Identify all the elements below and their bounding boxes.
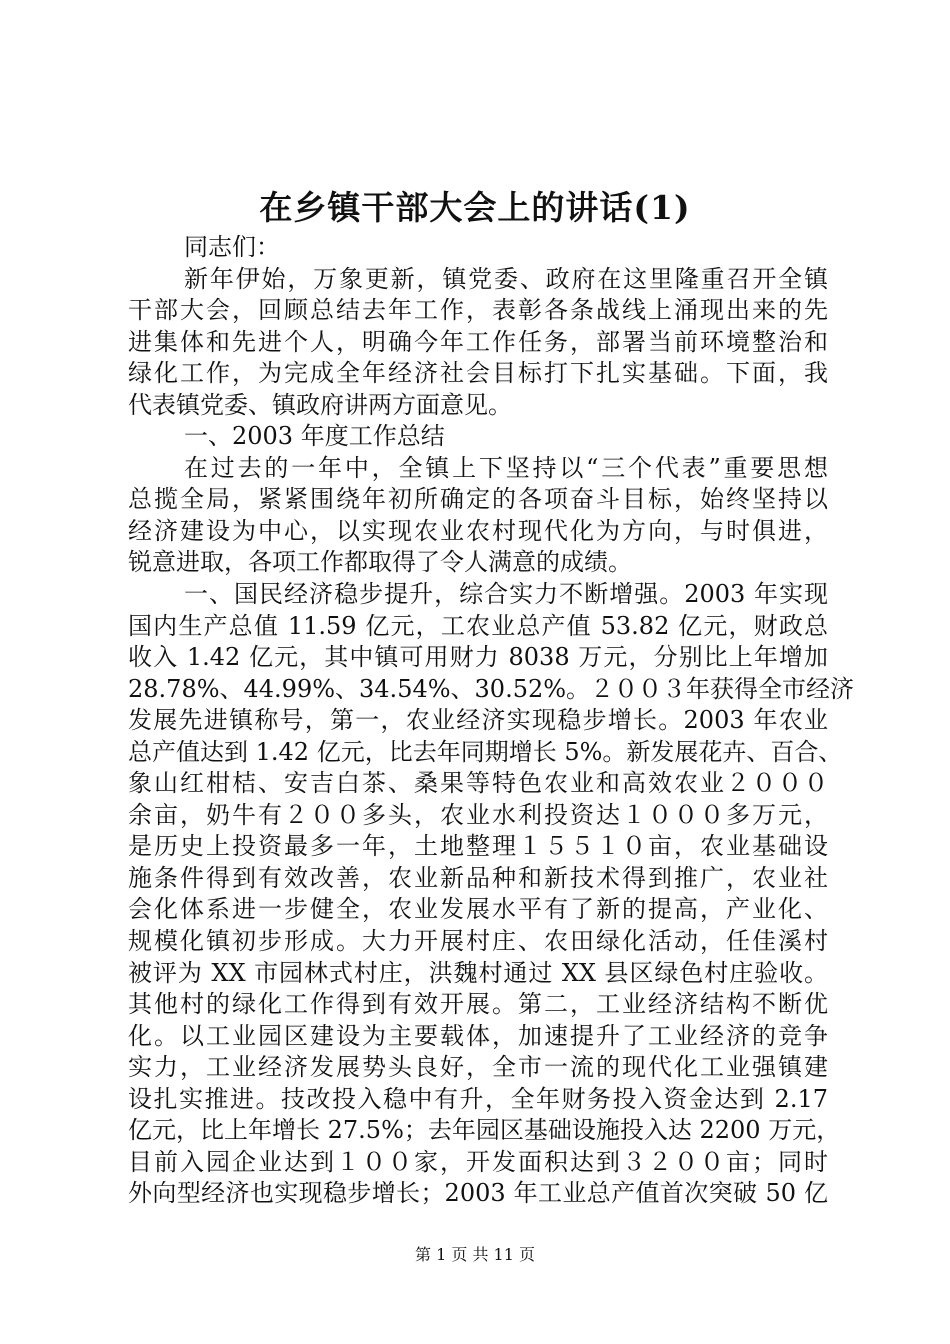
body-line: 是历史上投资最多一年，土地整理１５５１０亩，农业基础设 — [128, 832, 828, 861]
body-line: 总产值达到 1.42 亿元，比去年同期增长 5%。新发展花卉、百合、 — [128, 737, 843, 766]
body-line: 目前入园企业达到１００家，开发面积达到３２００亩；同时 — [128, 1147, 828, 1176]
body-line: 被评为 XX 市园林式村庄，洪魏村通过 XX 县区绿色村庄验收。 — [128, 958, 828, 987]
body-line: 实力，工业经济发展势头良好，全市一流的现代化工业强镇建 — [128, 1053, 828, 1082]
body-line: 绿化工作，为完成全年经济社会目标打下扎实基础。下面，我 — [128, 359, 828, 388]
body-line: 规模化镇初步形成。大力开展村庄、农田绿化活动，任佳溪村 — [128, 927, 828, 956]
body-line: 28.78%、44.99%、34.54%、30.52%。２００３年获得全市经济 — [128, 674, 855, 703]
body-line: 一、国民经济稳步提升，综合实力不断增强。2003 年实现 — [184, 580, 828, 609]
body-line: 总揽全局，紧紧围绕年初所确定的各项奋斗目标，始终坚持以 — [128, 485, 828, 514]
body-line: 在过去的一年中，全镇上下坚持以“三个代表”重要思想 — [184, 453, 828, 482]
body-line: 干部大会，回顾总结去年工作，表彰各条战线上涌现出来的先 — [128, 296, 828, 325]
body-line: 化。以工业园区建设为主要载体，加速提升了工业经济的竞争 — [128, 1021, 828, 1050]
body-line: 同志们： — [184, 233, 280, 261]
body-line: 新年伊始，万象更新，镇党委、政府在这里隆重召开全镇 — [184, 264, 828, 293]
body-line: 施条件得到有效改善，农业新品种和新技术得到推广，农业社 — [128, 863, 828, 892]
body-line: 亿元，比上年增长 27.5%；去年园区基础设施投入达 2200 万元， — [128, 1116, 841, 1145]
body-line: 国内生产总值 11.59 亿元，工农业总产值 53.82 亿元，财政总 — [128, 611, 828, 640]
document-body — [128, 232, 855, 1210]
body-line: 余亩，奶牛有２００多头，农业水利投资达１０００多万元， — [128, 800, 828, 829]
document-title: 在乡镇干部大会上的讲话(1) — [259, 188, 691, 227]
body-line: 进集体和先进个人，明确今年工作任务，部署当前环境整治和 — [128, 327, 828, 356]
body-line: 代表镇党委、镇政府讲两方面意见。 — [128, 390, 512, 419]
body-line: 会化体系进一步健全，农业发展水平有了新的提高，产业化、 — [128, 895, 828, 924]
body-line: 经济建设为中心，以实现农业农村现代化为方向，与时俱进， — [128, 516, 828, 545]
body-line: 外向型经济也实现稳步增长；2003 年工业总产值首次突破 50 亿 — [128, 1179, 828, 1208]
body-line: 锐意进取，各项工作都取得了令人满意的成绩。 — [128, 548, 632, 577]
body-line: 其他村的绿化工作得到有效开展。第二，工业经济结构不断优 — [128, 990, 828, 1019]
body-line: 设扎实推进。技改投入稳中有升，全年财务投入资金达到 2.17 — [128, 1084, 828, 1113]
body-line: 一、2003 年度工作总结 — [184, 422, 445, 451]
body-line: 象山红柑桔、安吉白茶、桑果等特色农业和高效农业２０００ — [128, 769, 828, 798]
body-line: 收入 1.42 亿元，其中镇可用财力 8038 万元，分别比上年增加 — [128, 643, 828, 672]
body-line: 发展先进镇称号，第一，农业经济实现稳步增长。2003 年农业 — [128, 706, 828, 735]
page-footer: 第 1 页 共 11 页 — [415, 1245, 535, 1264]
